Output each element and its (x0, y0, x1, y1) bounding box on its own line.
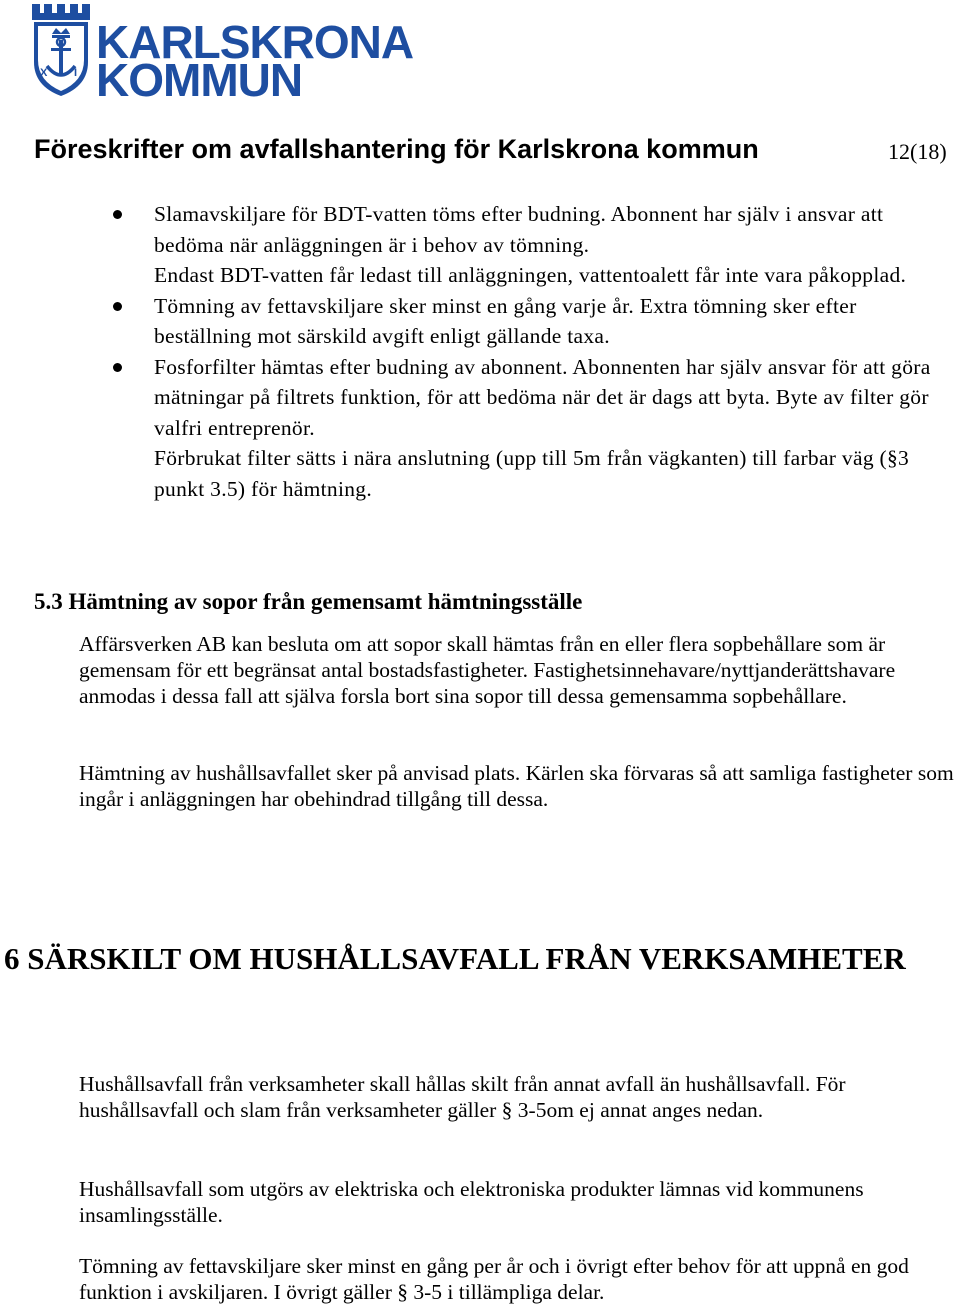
bullet-text: Tömning av fettavskiljare sker minst en gång varje år. Extra tömning sker efter beställning mot särskild avgift enligt gällande taxa. (154, 293, 857, 348)
bullet-icon (113, 302, 122, 311)
paragraph: Hushållsavfall som utgörs av elektriska och elektroniska produkter lämnas vid kommunens insamlingsställe. (79, 1177, 864, 1227)
paragraph: Hushållsavfall från verksamheter skall hållas skilt från annat avfall än hushållsavfall. För hushållsavfall och slam från verksamheter gäller § 3-5om ej annat anges nedan. (79, 1072, 846, 1122)
logo-text-line1: KARLSKRONA (96, 16, 414, 68)
bullet-text: Förbrukat filter sätts i nära anslutning (upp till 5m från vägkanten) till farbar väg (§3 punkt 3.5) för hämtning. (154, 446, 910, 501)
karlskrona-kommun-logo (30, 2, 430, 106)
page-number: 12(18) (888, 139, 947, 164)
logo-text-line2: KOMMUN (96, 54, 303, 106)
paragraph: Hämtning av hushållsavfallet sker på anvisad plats. Kärlen ska förvaras så att samliga fastigheter som ingår i anläggningen har obehindrad tillgång till dessa. (79, 761, 954, 811)
bullet-text: Endast BDT-vatten får ledast till anläggningen, vattentoalett får inte vara påkopplad. (154, 263, 907, 287)
bullet-icon (113, 363, 122, 372)
bullet-item (0, 199, 960, 291)
bullet-list (0, 199, 960, 504)
coat-of-arms-icon (30, 2, 92, 98)
bullet-text: Slamavskiljare för BDT-vatten töms efter budning. Abonnent har själv i ansvar att bedöma när anläggningen är i behov av tömning. (154, 202, 884, 257)
bullet-text: Fosforfilter hämtas efter budning av abonnent. Abonnenten har själv ansvar för att göra mätningar på filtrets funktion, för att bedöma när det är dags att byta. Byte av filter gör valfri entreprenör. (154, 354, 931, 440)
section-heading-5-3: 5.3 Hämtning av sopor från gemensamt hämtningsställe (34, 589, 583, 614)
paragraph: Tömning av fettavskiljare sker minst en gång per år och i övrigt efter behov för att uppnå en god funktion i avskiljaren. I övrigt gäller § 3-5 i tillämpliga delar. (79, 1254, 909, 1304)
bullet-item (0, 352, 960, 505)
chapter-heading-6: 6 SÄRSKILT OM HUSHÅLLSAVFALL FRÅN VERKSAMHETER (4, 941, 906, 976)
bullet-item (0, 291, 960, 352)
svg-text:X: X (40, 67, 48, 79)
svg-text:I: I (74, 67, 78, 79)
bullet-icon (113, 210, 122, 219)
paragraph: Affärsverken AB kan besluta om att sopor skall hämtas från en eller flera sopbehållare som är gemensam för ett begränsat antal bostadsfastigheter. Fastighetsinnehavare/nyttjanderättshavare anmodas i dessa fall att själva forsla bort sina sopor till dessa gemensamma sopbehållare. (79, 632, 896, 708)
document-title: Föreskrifter om avfallshantering för Karlskrona kommun (34, 134, 759, 164)
